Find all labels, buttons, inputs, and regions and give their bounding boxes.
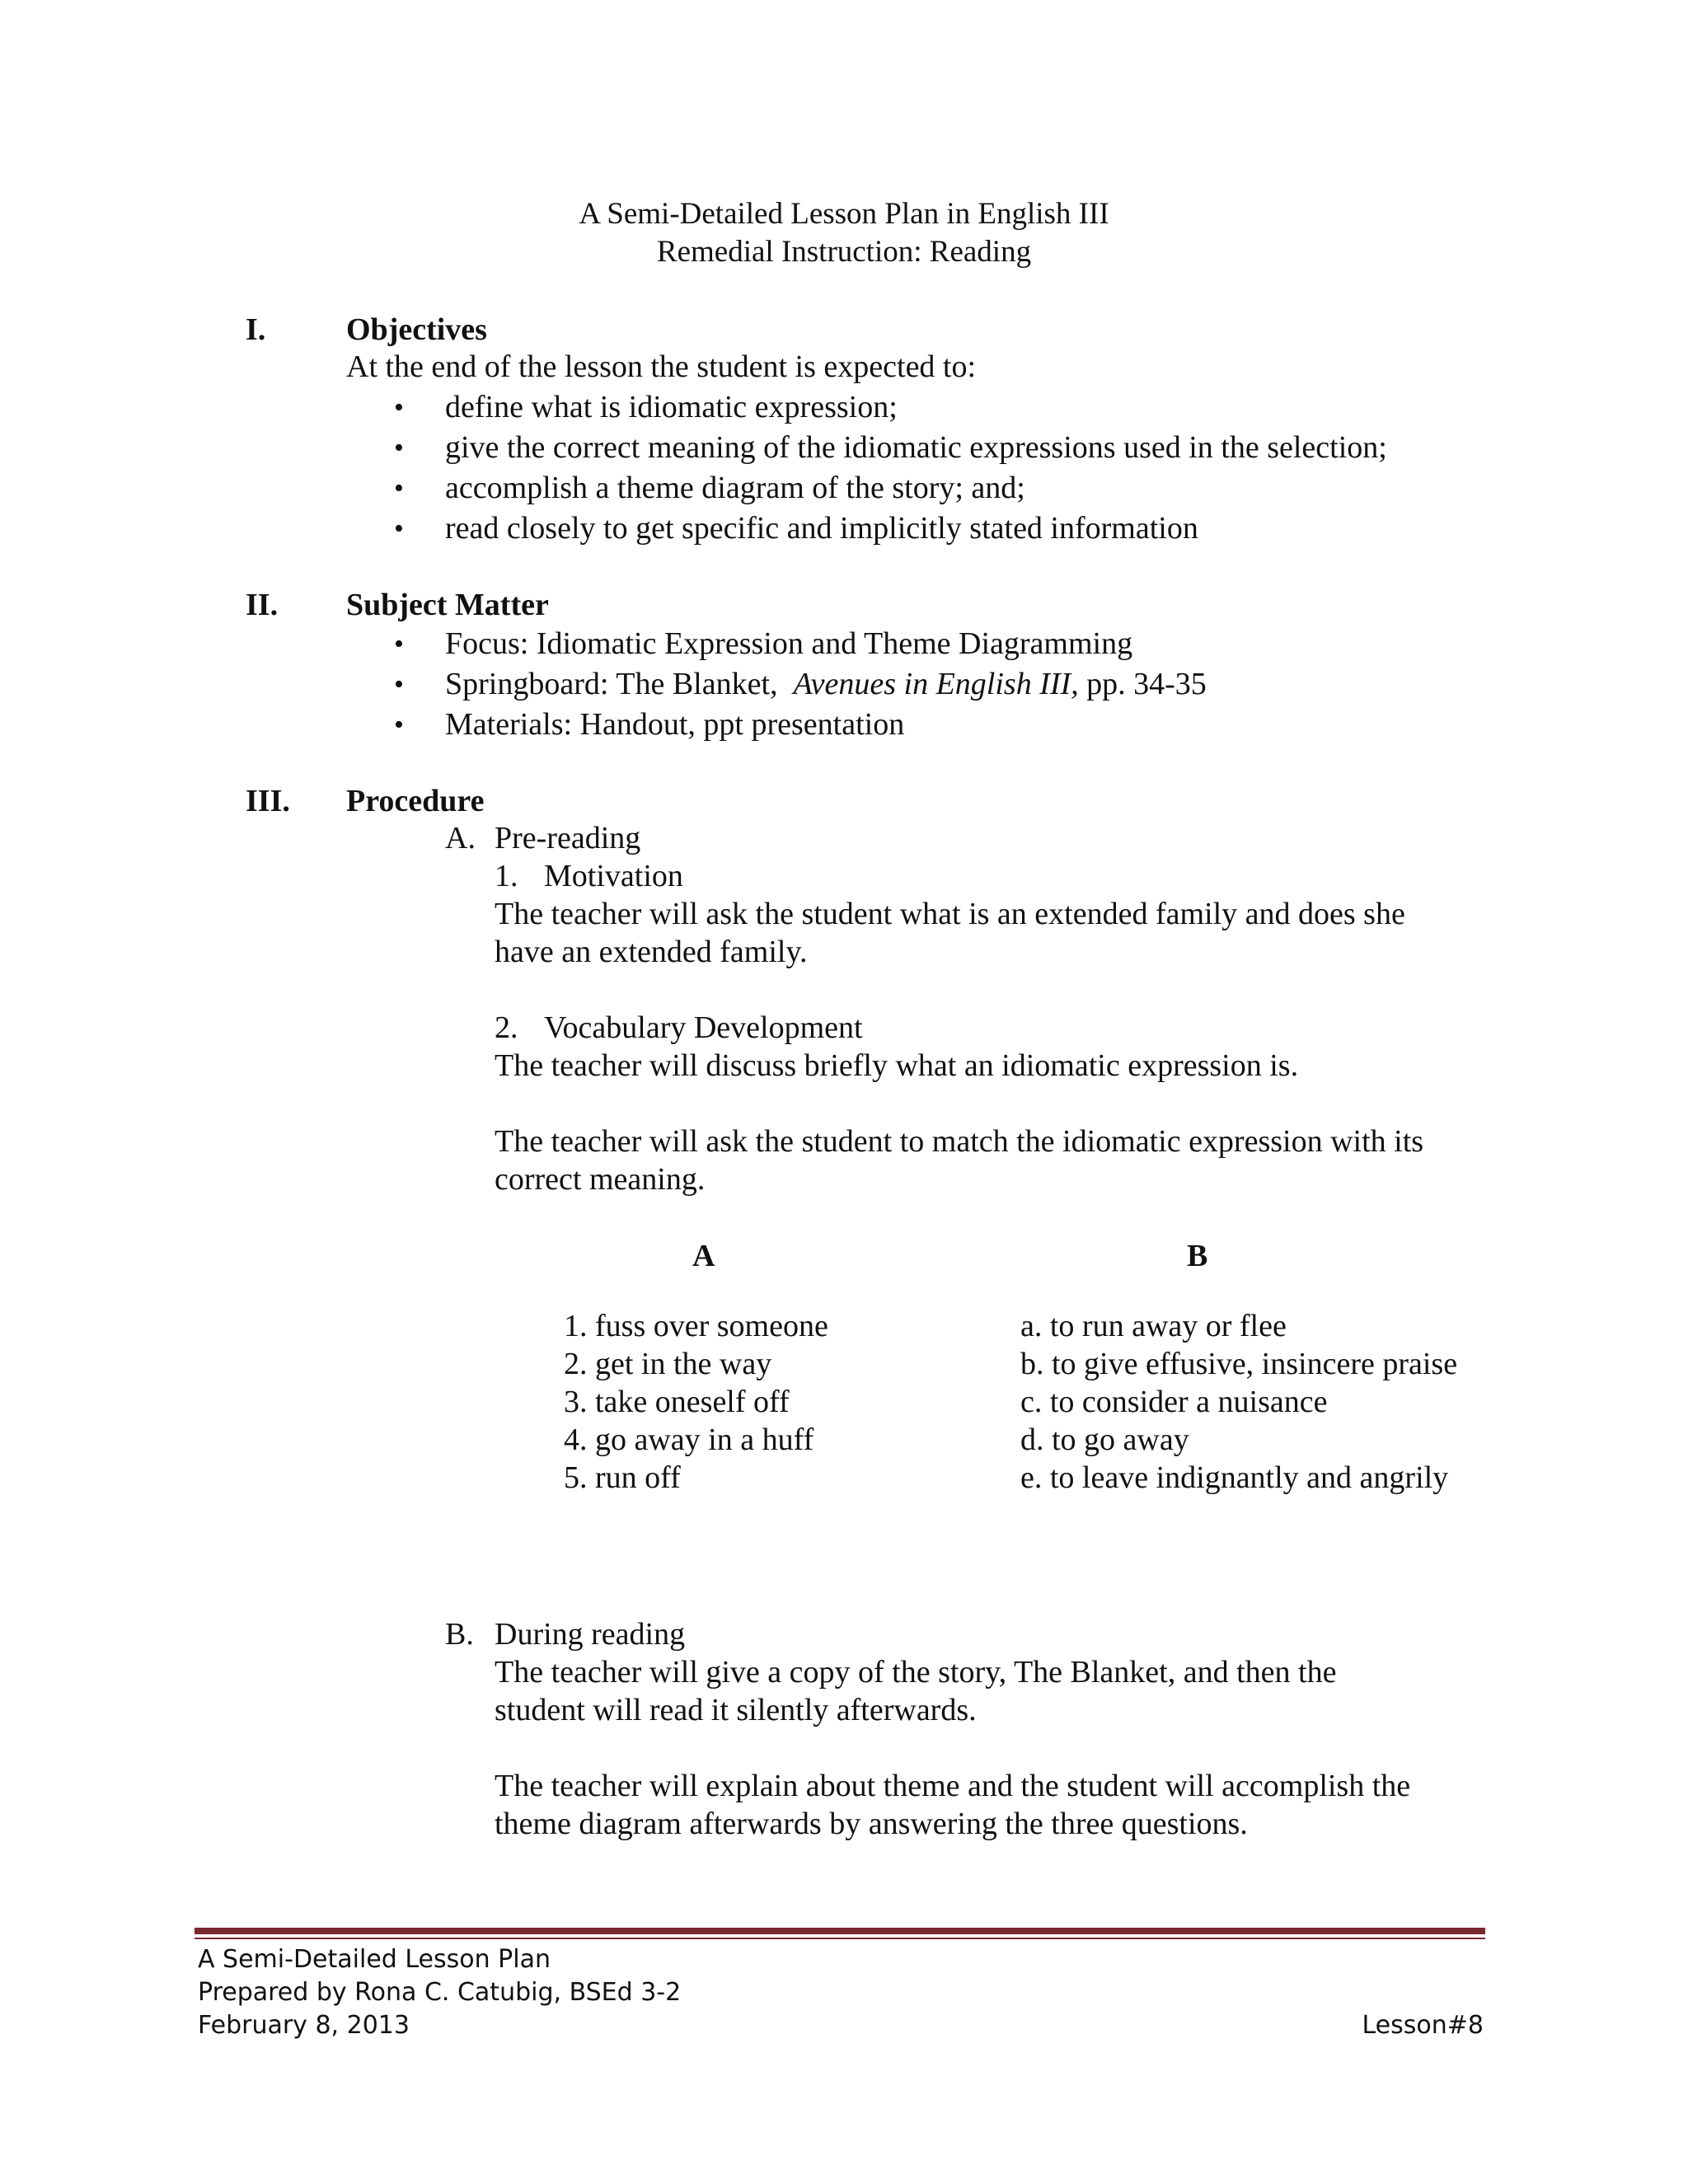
step2-text: The teacher will discuss briefly what an idiomatic expression is. bbox=[495, 1048, 1299, 1083]
step1-text: have an extended family. bbox=[495, 935, 808, 969]
section-numeral-objectives: I. bbox=[246, 312, 266, 347]
section-heading-subject-matter: Subject Matter bbox=[346, 588, 549, 622]
bullet-dot-icon: • bbox=[394, 513, 404, 544]
objective-item: read closely to get specific and implicitly stated information bbox=[445, 511, 1198, 546]
objective-item: define what is idiomatic expression; bbox=[445, 390, 898, 424]
bullet-dot-icon: • bbox=[394, 669, 404, 700]
document-subtitle: Remedial Instruction: Reading bbox=[656, 235, 1032, 269]
section-numeral-procedure: III. bbox=[246, 784, 290, 818]
during-reading-text: student will read it silently afterwards. bbox=[495, 1693, 977, 1727]
objectives-intro: At the end of the lesson the student is expected to: bbox=[346, 349, 977, 384]
step2-title: Vocabulary Development bbox=[544, 1010, 863, 1045]
theme-text: theme diagram afterwards by answering the three questions. bbox=[495, 1807, 1248, 1841]
column-b-item: c. to consider a nuisance bbox=[1020, 1385, 1328, 1419]
footer-prepared-by: Prepared by Rona C. Catubig, BSEd 3-2 bbox=[198, 1978, 682, 2007]
bullet-dot-icon: • bbox=[394, 629, 404, 659]
springboard-book: Avenues in English III, bbox=[793, 667, 1079, 701]
footer-lesson-number: Lesson#8 bbox=[1362, 2011, 1484, 2040]
procedure-a-title: Pre-reading bbox=[495, 821, 641, 855]
document-title: A Semi-Detailed Lesson Plan in English III bbox=[579, 197, 1109, 231]
bullet-dot-icon: • bbox=[394, 392, 404, 423]
column-a-item: 1. fuss over someone bbox=[564, 1309, 828, 1343]
procedure-a-label: A. bbox=[445, 821, 476, 855]
step1-title: Motivation bbox=[544, 859, 683, 893]
step1-text: The teacher will ask the student what is an extended family and does she bbox=[495, 897, 1405, 931]
column-a-item: 3. take oneself off bbox=[564, 1385, 790, 1419]
subject-materials: Materials: Handout, ppt presentation bbox=[445, 707, 905, 742]
step1-label: 1. bbox=[495, 859, 518, 893]
bullet-dot-icon: • bbox=[394, 433, 404, 463]
column-a-item: 5. run off bbox=[564, 1460, 681, 1495]
footer-doc-title: A Semi-Detailed Lesson Plan bbox=[198, 1945, 551, 1974]
springboard-prefix: Springboard: The Blanket, bbox=[445, 667, 778, 701]
subject-springboard bbox=[445, 666, 1207, 702]
column-b-heading: B bbox=[1187, 1239, 1208, 1273]
column-a-item: 2. get in the way bbox=[564, 1347, 772, 1381]
match-instructions: The teacher will ask the student to match the idiomatic expression with its bbox=[495, 1124, 1424, 1159]
bullet-dot-icon: • bbox=[394, 473, 404, 504]
column-a-heading: A bbox=[692, 1239, 715, 1273]
match-instructions: correct meaning. bbox=[495, 1162, 706, 1197]
column-b-item: d. to go away bbox=[1020, 1422, 1189, 1457]
bullet-dot-icon: • bbox=[394, 710, 404, 740]
theme-text: The teacher will explain about theme and the student will accomplish the bbox=[495, 1769, 1411, 1803]
column-b-item: e. to leave indignantly and angrily bbox=[1020, 1460, 1449, 1495]
footer-rule-thin bbox=[195, 1938, 1485, 1939]
footer-rule bbox=[195, 1928, 1485, 1934]
during-reading-text: The teacher will give a copy of the story, The Blanket, and then the bbox=[495, 1655, 1337, 1690]
section-heading-procedure: Procedure bbox=[346, 784, 485, 818]
section-numeral-subject-matter: II. bbox=[246, 588, 279, 622]
subject-focus: Focus: Idiomatic Expression and Theme Diagramming bbox=[445, 626, 1133, 661]
section-heading-objectives: Objectives bbox=[346, 312, 487, 347]
footer-date: February 8, 2013 bbox=[198, 2011, 410, 2040]
step2-label: 2. bbox=[495, 1010, 518, 1045]
springboard-pages: pp. 34-35 bbox=[1086, 667, 1207, 701]
column-b-item: b. to give effusive, insincere praise bbox=[1020, 1347, 1458, 1381]
column-b-item: a. to run away or flee bbox=[1020, 1309, 1287, 1343]
objective-item: accomplish a theme diagram of the story; and; bbox=[445, 471, 1025, 505]
objective-item: give the correct meaning of the idiomatic expressions used in the selection; bbox=[445, 430, 1387, 465]
procedure-b-title: During reading bbox=[495, 1617, 686, 1652]
procedure-b-label: B. bbox=[445, 1617, 474, 1652]
column-a-item: 4. go away in a huff bbox=[564, 1422, 814, 1457]
